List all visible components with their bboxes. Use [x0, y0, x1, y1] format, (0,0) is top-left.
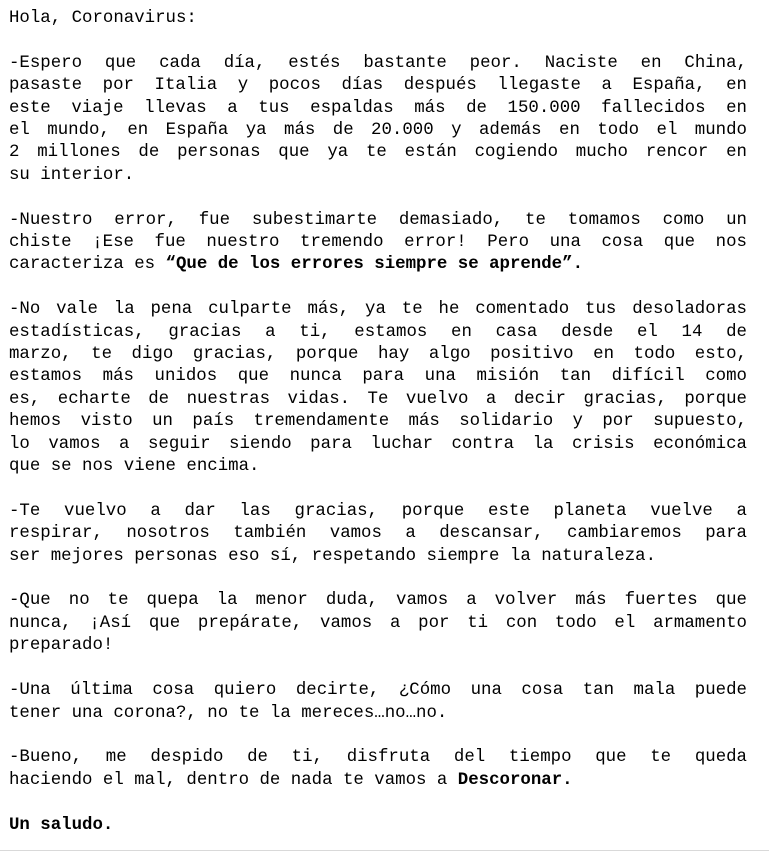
text-line: es, echarte de nuestras vidas. Te vuelvo a decir gracias, porque [9, 389, 747, 409]
paragraph-3 [9, 299, 747, 478]
text-line: -Te vuelvo a dar las gracias, porque este planeta vuelve a [9, 501, 747, 521]
emphasized-quote: “Que de los errores siempre se aprende” [165, 255, 573, 275]
paragraph-5 [9, 590, 747, 657]
text-line: lo vamos a seguir siendo para luchar contra la crisis económica [9, 434, 747, 454]
text-line: hemos visto un país tremendamente más solidario y por supuesto, [9, 412, 747, 432]
paragraph-4 [9, 501, 747, 568]
letter-greeting: Hola, Coronavirus: [9, 9, 197, 28]
text-segment: haciendo el mal, dentro de nada te vamos a [9, 770, 458, 790]
text-line: marzo, te digo gracias, porque hay algo positivo en todo esto, [9, 345, 747, 365]
text-line: estadísticas, gracias a ti, estamos en casa desde el 14 de [9, 322, 747, 342]
text-line: tener una corona?, no te la mereces…no…no. [9, 703, 448, 723]
text-line: este viaje llevas a tus espaldas más de 150.000 fallecidos en [9, 98, 747, 118]
text-line: -Bueno, me despido de ti, disfruta del tiempo que te queda [9, 748, 747, 768]
paragraph-6 [9, 680, 747, 725]
text-line: -No vale la pena culparte más, ya te he comentado tus desoladoras [9, 300, 747, 320]
text-line-with-emphasis [9, 770, 747, 792]
text-line: -Una última cosa quiero decirte, ¿Cómo una cosa tan mala puede [9, 681, 747, 701]
text-line: nunca, ¡Así que prepárate, vamos a por ti con todo el armamento [9, 613, 747, 633]
text-line: que se nos viene encima. [9, 457, 260, 477]
emphasized-word: Descoronar [457, 770, 563, 790]
text-line: -Que no te quepa la menor duda, vamos a volver más fuertes que [9, 591, 747, 611]
paragraph-7 [9, 747, 747, 792]
text-segment: caracteriza es [9, 255, 166, 275]
text-line: el mundo, en España ya más de 20.000 y además en todo el mundo [9, 121, 747, 141]
letter-closing: Un saludo. [9, 815, 114, 835]
text-line: -Nuestro error, fue subestimarte demasiado, te tomamos como un [9, 210, 747, 230]
text-line: su interior. [9, 165, 135, 185]
text-line: estamos más unidos que nunca para una misión tan difícil como [9, 367, 747, 387]
paragraph-2 [9, 210, 747, 277]
text-segment: . [562, 770, 573, 790]
text-line-with-emphasis [9, 254, 747, 276]
text-line: -Espero que cada día, estés bastante peor. Naciste en China, [9, 53, 747, 73]
paragraph-1 [9, 53, 747, 187]
text-line: pasaste por Italia y pocos días después llegaste a España, en [9, 76, 747, 96]
text-line: preparado! [9, 636, 114, 656]
text-segment: . [572, 255, 583, 275]
text-line: ser mejores personas eso sí, respetando siempre la naturaleza. [9, 546, 657, 566]
text-line: 2 millones de personas que ya te están cogiendo mucho rencor en [9, 143, 747, 163]
text-line: chiste ¡Ese fue nuestro tremendo error! Pero una cosa que nos [9, 233, 747, 253]
text-line: respirar, nosotros también vamos a descansar, cambiaremos para [9, 524, 747, 544]
